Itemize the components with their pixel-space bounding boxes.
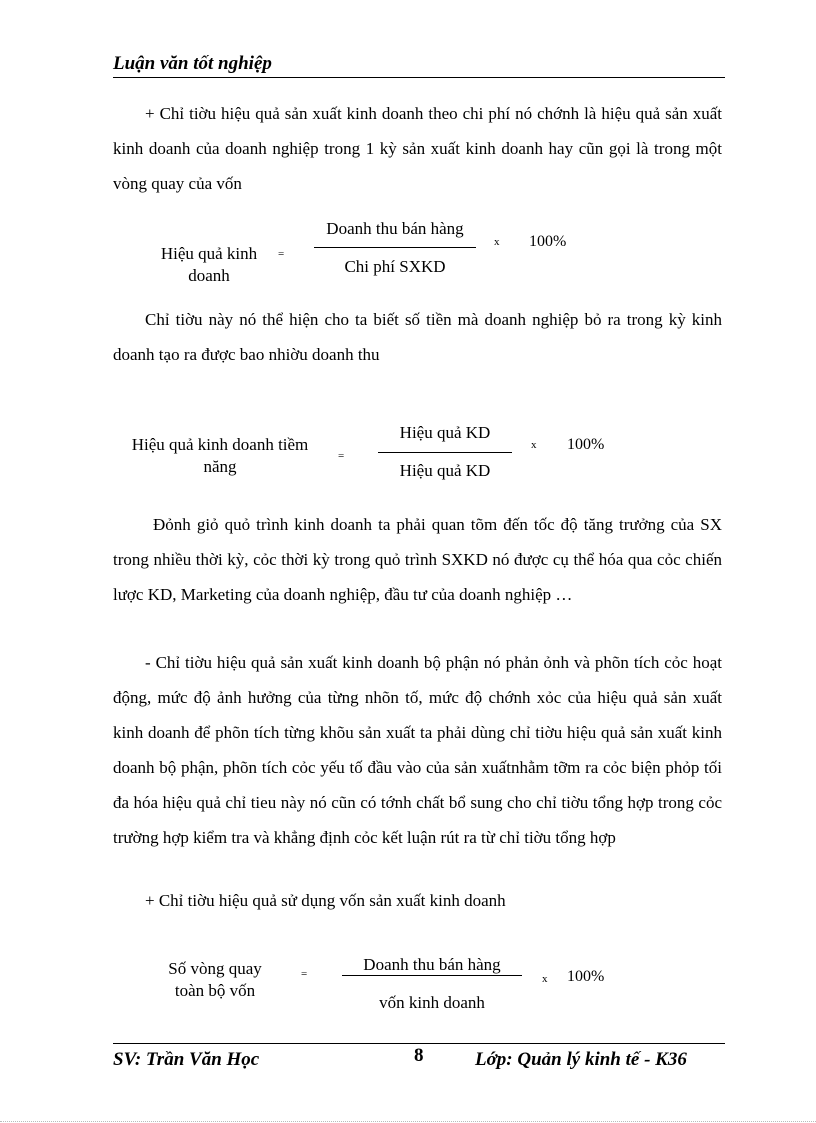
formula-2-lhs-line1: Hiệu quả kinh doanh tiềm (131, 435, 309, 454)
formula-2-equals: = (338, 450, 345, 462)
paragraph-3: Đỏnh giỏ quỏ trình kinh doanh ta phải quan tõm đến tốc độ tăng trưởng của SX trong nhiều thời kỳ, cỏc thời kỳ trong quỏ trình SXKD nó được cụ thể hóa qua cỏc chiến lược KD, Marketing của doanh nghiệp, đầu tư của doanh nghiệp … (113, 515, 722, 604)
formula-2-denominator: Hiệu quả KD (399, 461, 491, 480)
formula-2-fraction-bar (378, 452, 512, 453)
formula-2-lhs-line2: năng (203, 457, 237, 476)
formula-1-times: x (494, 236, 500, 248)
paragraph-5: + Chỉ tiờu hiệu quả sử dụng vốn sản xuất kinh doanh (145, 891, 506, 910)
formula-3-lhs-line1: Số vòng quay (168, 959, 262, 978)
page-number: 8 (414, 1045, 424, 1066)
formula-1-denominator: Chi phí SXKD (344, 257, 446, 276)
formula-1-percent: 100% (529, 233, 567, 250)
formula-2-lhs (118, 434, 322, 478)
formula-3-percent: 100% (567, 968, 605, 985)
paragraph-1: + Chỉ tiờu hiệu quả sản xuất kinh doanh theo chi phí nó chớnh là hiệu quả sản xuất kinh doanh của doanh nghiệp trong 1 kỳ sản xuất kinh doanh hay cũn gọi là trong một vòng quay của vốn (113, 104, 722, 193)
formula-3-denominator: vốn kinh doanh (379, 993, 485, 1012)
formula-3-numerator: Doanh thu bán hàng (363, 955, 501, 974)
footer-student: SV: Trần Văn Học (113, 1049, 260, 1070)
formula-1-lhs-line2: doanh (188, 266, 230, 285)
formula-3-times: x (542, 973, 548, 985)
formula-3-lhs (152, 958, 278, 1002)
formula-2-numerator: Hiệu quả KD (399, 423, 491, 442)
formula-1-lhs (148, 243, 270, 287)
page-bottom-border (0, 1121, 816, 1122)
formula-3-equals: = (301, 968, 308, 980)
formula-3-fraction-bar (342, 975, 522, 976)
formula-1-numerator: Doanh thu bán hàng (326, 219, 464, 238)
header-title: Luận văn tốt nghiệp (113, 53, 272, 74)
header-rule (113, 77, 725, 78)
paragraph-4: - Chỉ tiờu hiệu quả sản xuất kinh doanh bộ phận nó phản ỏnh và phõn tích cỏc hoạt động, mức độ ảnh hưởng của từng nhõn tố, mức độ chớnh xỏc của hiệu quả sản xuất kinh doanh để phõn tích từng khõu sản xuất ta phải dùng chỉ tiờu hiệu quả sản xuất kinh doanh bộ phận, phõn tích cỏc yếu tố đầu vào của sản xuấtnhằm tỡm ra cỏc biện phỏp tối đa hóa hiệu quả chỉ tieu này nó cũn có tớnh chất bổ sung cho chỉ tiờu tổng hợp trong cỏc trường hợp kiểm tra và khẳng định cỏc kết luận rút ra từ chỉ tiờu tổng hợp (113, 653, 722, 847)
formula-1-fraction-bar (314, 247, 476, 248)
formula-3-lhs-line2: toàn bộ vốn (174, 981, 256, 1000)
formula-2-times: x (531, 439, 537, 451)
formula-1-equals: = (278, 248, 285, 260)
footer-class: Lớp: Quản lý kinh tế - K36 (475, 1049, 687, 1070)
formula-1-lhs-line1: Hiệu quả kinh (160, 244, 258, 263)
formula-2-percent: 100% (567, 436, 605, 453)
footer-rule (113, 1043, 725, 1044)
paragraph-2: Chỉ tiờu này nó thể hiện cho ta biết số tiền mà doanh nghiệp bỏ ra trong kỳ kinh doanh tạo ra được bao nhiờu doanh thu (113, 310, 722, 364)
